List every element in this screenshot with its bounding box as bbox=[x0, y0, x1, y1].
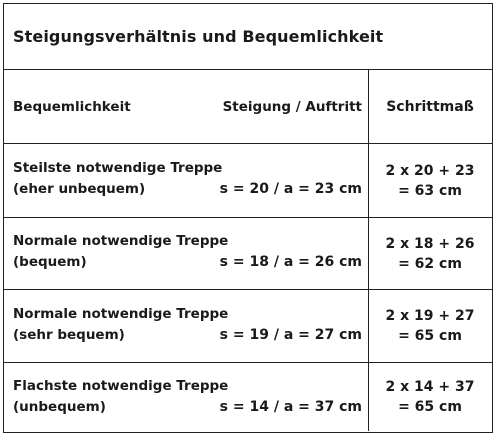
step-calc: 2 x 19 + 27 bbox=[385, 308, 475, 324]
header-left-cell bbox=[4, 70, 369, 143]
table-row bbox=[4, 144, 492, 218]
table-row bbox=[4, 290, 492, 363]
step-calc: 2 x 18 + 26 bbox=[385, 235, 475, 252]
stair-comfort-table bbox=[3, 3, 493, 433]
stair-comfort: (sehr bequem) bbox=[13, 327, 125, 343]
header-rise-tread: Steigung / Auftritt bbox=[222, 98, 362, 115]
row-right-cell bbox=[369, 290, 491, 362]
step-result: = 63 cm bbox=[398, 182, 462, 199]
row-right-cell bbox=[369, 363, 491, 431]
row-left-cell bbox=[4, 363, 369, 431]
row-left-cell bbox=[4, 144, 369, 217]
header-step-measure: Schrittmaß bbox=[386, 98, 474, 115]
step-result: = 65 cm bbox=[398, 328, 462, 344]
step-result: = 65 cm bbox=[398, 399, 462, 415]
row-left-cell bbox=[4, 290, 369, 362]
stair-type: Normale notwendige Treppe bbox=[13, 233, 229, 249]
table-title: Steigungsverhältnis und Bequemlichkeit bbox=[4, 4, 492, 70]
step-result: = 62 cm bbox=[398, 255, 462, 272]
row-right-cell bbox=[369, 218, 491, 289]
rise-tread-values: s = 18 / a = 26 cm bbox=[219, 254, 362, 270]
table-header-row bbox=[4, 70, 492, 144]
row-right-cell bbox=[369, 144, 491, 217]
step-calc: 2 x 20 + 23 bbox=[385, 162, 475, 179]
stair-type: Steilste notwendige Treppe bbox=[13, 160, 223, 176]
stair-comfort: (bequem) bbox=[13, 254, 87, 270]
header-right-cell bbox=[369, 70, 491, 143]
rise-tread-values: s = 19 / a = 27 cm bbox=[219, 327, 362, 343]
table-row bbox=[4, 218, 492, 290]
row-left-cell bbox=[4, 218, 369, 289]
stair-comfort: (unbequem) bbox=[13, 399, 106, 415]
rise-tread-values: s = 14 / a = 37 cm bbox=[219, 399, 362, 415]
table-row bbox=[4, 363, 492, 431]
header-comfort: Bequemlichkeit bbox=[13, 98, 131, 115]
rise-tread-values: s = 20 / a = 23 cm bbox=[219, 181, 362, 197]
stair-comfort: (eher unbequem) bbox=[13, 181, 146, 197]
stair-type: Flachste notwendige Treppe bbox=[13, 378, 229, 394]
stair-type: Normale notwendige Treppe bbox=[13, 306, 229, 322]
step-calc: 2 x 14 + 37 bbox=[385, 379, 475, 395]
